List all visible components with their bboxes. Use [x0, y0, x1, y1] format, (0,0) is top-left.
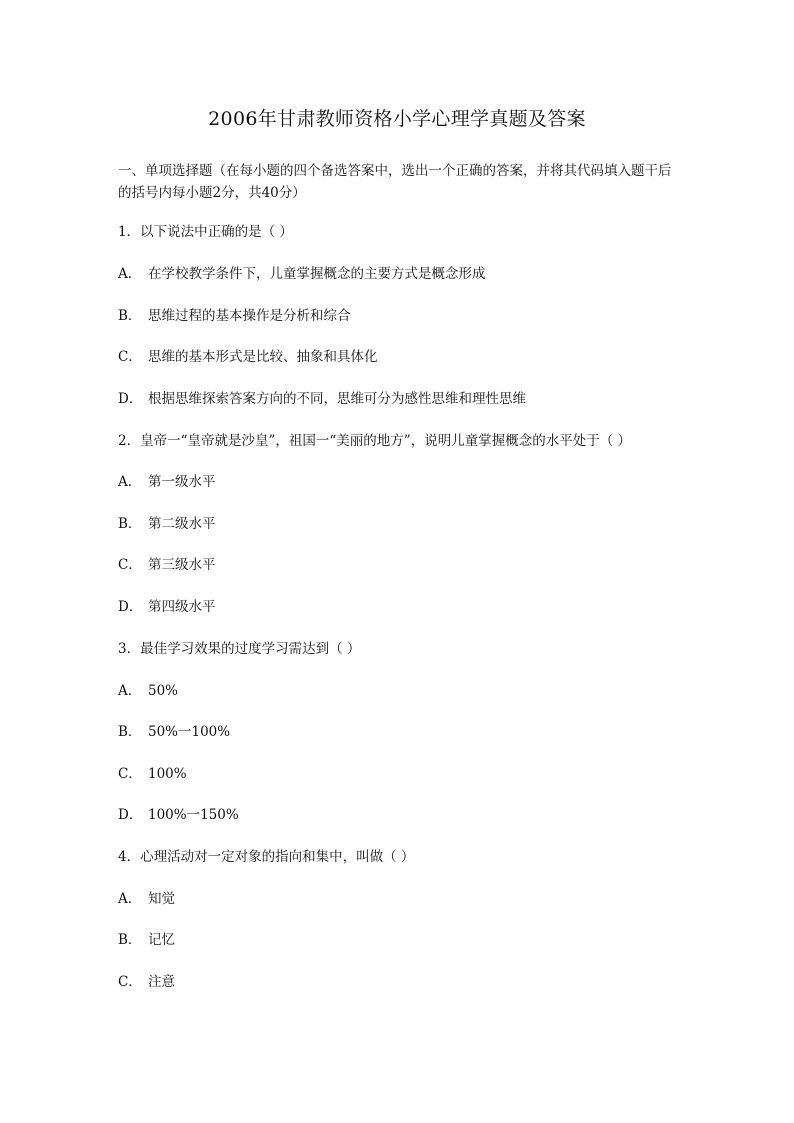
option-letter: B． — [118, 932, 142, 948]
question-1-option-d — [118, 389, 526, 409]
option-text: 思维的基本形式是比较、抽象和具体化 — [148, 349, 378, 365]
option-letter: A． — [118, 891, 142, 907]
option-letter: A． — [118, 683, 142, 699]
option-letter: B． — [118, 516, 142, 532]
option-letter: D． — [118, 599, 143, 615]
question-2-option-c — [118, 555, 216, 575]
question-2-option-d — [118, 597, 216, 617]
option-text: 思维过程的基本操作是分析和综合 — [148, 308, 351, 324]
option-text: 记忆 — [148, 932, 175, 948]
question-3-option-a — [118, 681, 178, 701]
option-text: 第一级水平 — [148, 474, 216, 490]
option-text: 根据思维探索答案方向的不同，思维可分为感性思维和理性思维 — [148, 391, 526, 407]
question-1-stem: 1．以下说法中正确的是（ ） — [118, 224, 293, 240]
option-text: 第三级水平 — [148, 557, 216, 573]
question-3-option-b — [118, 722, 230, 742]
question-3-option-c — [118, 764, 187, 784]
option-letter: C． — [118, 349, 142, 365]
option-letter: A． — [118, 266, 142, 282]
question-4-stem: 4．心理活动对一定对象的指向和集中，叫做（ ） — [118, 849, 415, 865]
question-4-option-b — [118, 930, 175, 950]
section-instructions: 一、单项选择题（在每小题的四个备选答案中，选出一个正确的答案，并将其代码填入题干后的括号内每小题2分，共40分） — [118, 163, 672, 201]
question-4-option-c — [118, 972, 175, 992]
option-letter: C． — [118, 766, 142, 782]
question-1-option-c — [118, 347, 378, 367]
page-title: 2006年甘肃教师资格小学心理学真题及答案 — [208, 108, 586, 130]
option-text: 第四级水平 — [148, 599, 216, 615]
question-3-stem: 3．最佳学习效果的过度学习需达到（ ） — [118, 641, 361, 657]
option-text: 50%一100% — [148, 724, 231, 740]
option-text: 注意 — [148, 974, 175, 990]
question-1-option-b — [118, 306, 351, 326]
option-text: 100%一150% — [148, 807, 239, 823]
option-text: 知觉 — [148, 891, 175, 907]
question-2-option-b — [118, 514, 216, 534]
option-letter: D． — [118, 807, 143, 823]
option-letter: C． — [118, 974, 142, 990]
option-letter: B． — [118, 724, 142, 740]
option-text: 第二级水平 — [148, 516, 216, 532]
question-1-option-a — [118, 264, 486, 284]
option-letter: C． — [118, 557, 142, 573]
option-text: 在学校教学条件下，儿童掌握概念的主要方式是概念形成 — [148, 266, 486, 282]
question-4-option-a — [118, 889, 175, 909]
question-2-option-a — [118, 472, 216, 492]
question-3-option-d — [118, 805, 239, 825]
option-text: 50% — [148, 683, 179, 699]
option-letter: B． — [118, 308, 142, 324]
question-2-stem: 2．皇帝一“皇帝就是沙皇”，祖国一“美丽的地方”，说明儿童掌握概念的水平处于（ ） — [118, 433, 631, 449]
option-text: 100% — [148, 766, 187, 782]
option-letter: D． — [118, 391, 143, 407]
option-letter: A． — [118, 474, 142, 490]
